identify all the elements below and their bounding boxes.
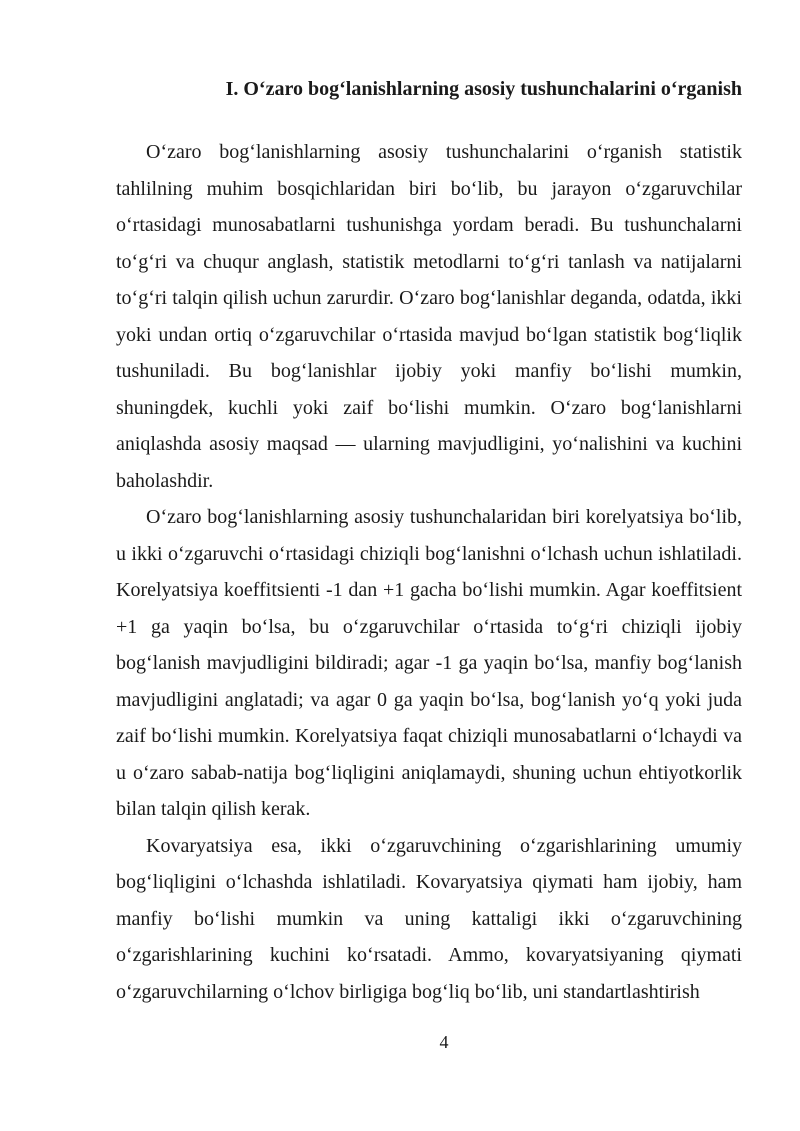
paragraph-2: O‘zaro bog‘lanishlarning asosiy tushunchalaridan biri korelyatsiya bo‘lib, u ikki o‘zgaruvchi o‘rtasidagi chiziqli bog‘lanishni o‘lchash uchun ishlatiladi. Korelyatsiya koeffitsienti -1 dan +1 gacha bo‘lishi mumkin. Agar koeffitsient +1 ga yaqin bo‘lsa, bu o‘zgaruvchilar o‘rtasida to‘g‘ri chiziqli ijobiy bog‘lanish mavjudligini bildiradi; agar -1 ga yaqin bo‘lsa, manfiy bog‘lanish mavjudligini anglatadi; va agar 0 ga yaqin bo‘lsa, bog‘lanish yo‘q yoki juda zaif bo‘lishi mumkin. Korelyatsiya faqat chiziqli munosabatlarni o‘lchaydi va u o‘zaro sabab-natija bog‘liqligini aniqlamaydi, shuning uchun ehtiyotkorlik bilan talqin qilish kerak. [116,506,742,820]
paragraph-1: O‘zaro bog‘lanishlarning asosiy tushunchalarini o‘rganish statistik tahlilning muhim bosqichlaridan biri bo‘lib, bu jarayon o‘zgaruvchilar o‘rtasidagi munosabatlarni tushunishga yordam beradi. Bu tushunchalarni to‘g‘ri va chuqur anglash, statistik metodlarni to‘g‘ri tanlash va natijalarni to‘g‘ri talqin qilish uchun zarurdir. O‘zaro bog‘lanishlar deganda, odatda, ikki yoki undan ortiq o‘zgaruvchilar o‘rtasida mavjud bo‘lgan statistik bog‘liqlik tushuniladi. Bu bog‘lanishlar ijobiy yoki manfiy bo‘lishi mumkin, shuningdek, kuchli yoki zaif bo‘lishi mumkin. O‘zaro bog‘lanishlarni aniqlashda asosiy maqsad — ularning mavjudligini, yo‘nalishini va kuchini baholashdir. [116,141,742,492]
page-number: 4 [439,1032,449,1052]
paragraph-3: Kovaryatsiya esa, ikki o‘zgaruvchining o‘zgarishlarining umumiy bog‘liqligini o‘lchashda ishlatiladi. Kovaryatsiya qiymati ham ijobiy, ham manfiy bo‘lishi mumkin va uning kattaligi ikki o‘zgaruvchining o‘zgarishlarining kuchini ko‘rsatadi. Ammo, kovaryatsiyaning qiymati o‘zgaruvchilarning o‘lchov birligiga bog‘liq bo‘lib, uni standartlashtirish [116,834,742,1003]
body-text [116,134,742,1010]
section-heading: I. O‘zaro bog‘lanishlarning asosiy tushunchalarini o‘rganish [225,78,742,100]
